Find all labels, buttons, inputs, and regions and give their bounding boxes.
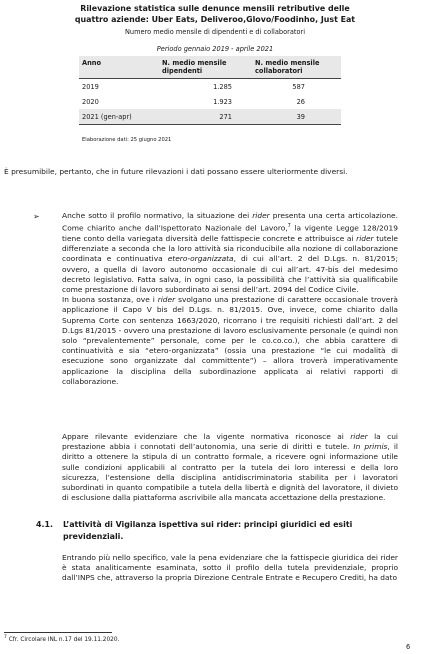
table-subtitle: Numero medio mensile di dipendenti e di collaboratori bbox=[124, 28, 306, 36]
paragraph-tutele: Appare rilevante evidenziare che la vigente normativa riconosce ai rider la cui prestazione abbia i connotati dell’autonomia, una serie di diritti e tutele. In primis, il diritto a ottenere la stipula di un contratto formale, a ricevere ogni informazione utile sulle condizioni applicabili al contratto per la tutela dei loro interessi e della loro sicurezza, l’estensione della disciplina antidiscriminatoria stabilita per i lavoratori subordinati in quanto compatibile a tutela della libertà e dignità del lavoratore, il divieto di esclusione dalla piattaforma ascrivibile alla mancata accettazione della prestazione. bbox=[62, 432, 398, 503]
footnote-divider bbox=[4, 632, 112, 633]
stats-table bbox=[79, 56, 341, 125]
arrow-bullet-icon: ➢ bbox=[33, 212, 40, 221]
table-row bbox=[79, 109, 341, 125]
table-title: Rilevazione statistica sulle denunce mensili retributive delle quattro aziende: Uber Eats, Deliveroo,Glovo/Foodinho, Just Eat bbox=[74, 4, 356, 24]
bullet-paragraph-normative: Anche sotto il profilo normativo, la situazione dei rider presenta una certa articolazione. Come chiarito anche dall’Ispettorato Nazionale del Lavoro,$^7$ la vigente Legge 128/2019 tiene conto della variegata diversità delle fattispecie concrete e attribuisce ai rider tutele differenziate a seconda che la loro attività sia riconducibile alla nozione di collaborazione coordinata e continuativa etero-organizzata, di cui all’art. 2 del D.Lgs. n. 81/2015; ovvero, a quella di lavoro autonomo occasionale di cui all’art. 47-bis del medesimo decreto legislativo. Fatta salva, in ogni caso, la possibilità che l’attività sia qualificabile come prestazione di lavoro subordinato ai sensi dell’art. 2094 del Codice Civile. In buona sostanza, ove i rider svolgano una prestazione di carattere occasionale troverà applicazione il Capo V bis del D.Lgs. n. 81/2015. Ove, invece, come chiarito dalla Suprema Corte con sentenza 1663/2020, ricorrano i tre requisiti richiesti dall’art. 2 del D.Lgs 81/2015 - ovvero una prestazione di lavoro esclusivamente personale (e quindi non solo “prevalentemente” personale, come per le co.co.co.), che abbia carattere di continuatività e sia “etero-organizzata” (ossia una prestazione “le cui modalità di esecuzione sono organizzate dal committente”) – allora troverà imperativamente applicazione la disciplina della subordinazione applicata ai relativi rapporti di collaborazione. bbox=[62, 211, 398, 386]
table-cell: 587 bbox=[292, 82, 305, 91]
table-row bbox=[79, 79, 341, 95]
table-cell: 26 bbox=[296, 97, 305, 106]
table-cell: 2019 bbox=[82, 82, 99, 91]
footnote: $^7$ Cfr. Circolare INL n.17 del 19.11.2020. bbox=[4, 635, 120, 643]
table-cell: 271 bbox=[159, 109, 252, 125]
table-header-anno: Anno bbox=[79, 56, 159, 79]
paragraph-intro: È presumibile, pertanto, che in future rilevazioni i dati possano essere ulteriormente diversi. bbox=[4, 167, 348, 176]
paragraph-inps: Entrando più nello specifico, vale la pena evidenziare che la fattispecie giuridica dei rider è stata analiticamente esaminata, sotto il profilo della tutela previdenziale, proprio dall’INPS che, attraverso la propria Direzione Centrale Entrate e Recupero Crediti, ha dato bbox=[62, 553, 398, 583]
table-source-note: Elaborazione dati: 25 giugno 2021 bbox=[82, 137, 172, 143]
table-cell: 2020 bbox=[82, 97, 99, 106]
section-heading: 4.1. L’attività di Vigilanza ispettiva sui rider: principi giuridici ed esiti previdenziali. bbox=[36, 520, 353, 541]
table-cell: 39 bbox=[252, 109, 341, 125]
table-cell: 2021 (gen-apr) bbox=[79, 109, 159, 125]
table-cell: 1.923 bbox=[213, 97, 232, 106]
table-cell: 1.285 bbox=[213, 82, 232, 91]
footnote-ref[interactable]: 7 bbox=[287, 223, 291, 230]
table-header-dipendenti: N. medio mensile dipendenti bbox=[159, 56, 252, 79]
page-number: 6 bbox=[406, 643, 411, 651]
table-row bbox=[79, 94, 341, 109]
table-period: Periodo gennaio 2019 - aprile 2021 bbox=[156, 45, 274, 53]
table-header-collaboratori: N. medio mensile collaboratori bbox=[252, 56, 341, 79]
